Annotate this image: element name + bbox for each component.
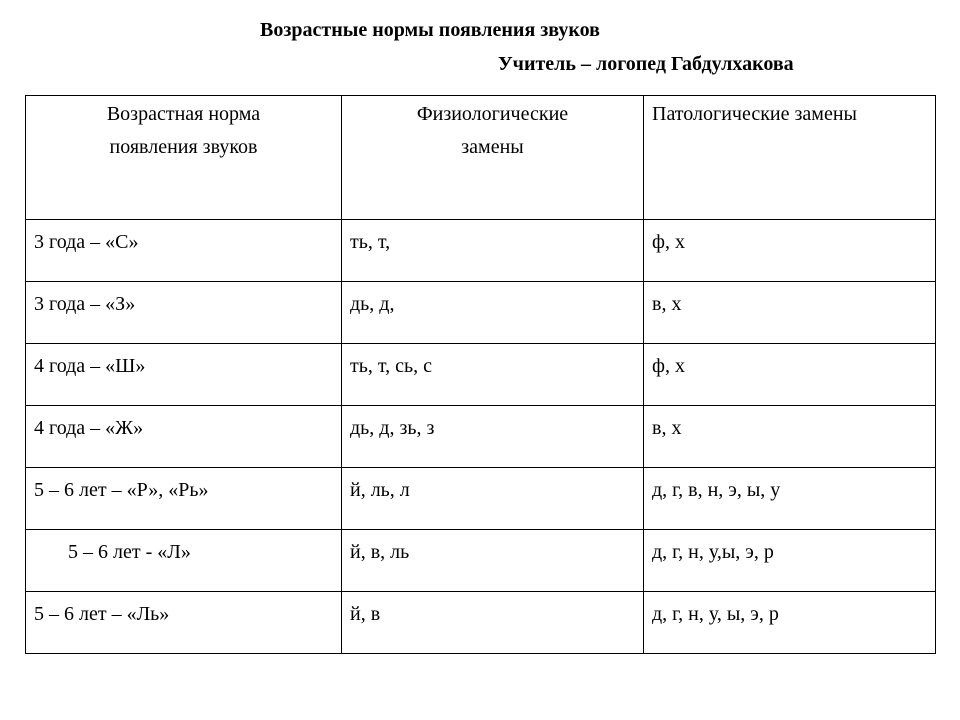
cell-pathological: ф, х [644, 344, 936, 406]
header-age-norm-line1: Возрастная норма [106, 103, 261, 125]
cell-age: 4 года – «Ш» [26, 344, 342, 406]
cell-pathological: д, г, н, у,ы, э, р [644, 530, 936, 592]
cell-physiological: ть, т, сь, с [342, 344, 644, 406]
cell-physiological: ть, т, [342, 220, 644, 282]
cell-age: 5 – 6 лет – «Р», «Рь» [26, 468, 342, 530]
header-physiological [342, 96, 644, 220]
table-row [26, 406, 936, 468]
cell-physiological: дь, д, [342, 282, 644, 344]
cell-pathological: ф, х [644, 220, 936, 282]
cell-physiological: й, в, ль [342, 530, 644, 592]
cell-physiological: дь, д, зь, з [342, 406, 644, 468]
header-physiological-line2: замены [461, 136, 524, 158]
sound-norms-table [25, 95, 936, 654]
cell-physiological: й, ль, л [342, 468, 644, 530]
table-row [26, 592, 936, 654]
cell-age: 5 – 6 лет - «Л» [26, 530, 342, 592]
table-row [26, 468, 936, 530]
cell-pathological: д, г, н, у, ы, э, р [644, 592, 936, 654]
page-title: Возрастные нормы появления звуков [260, 19, 600, 41]
table-header-row [26, 96, 936, 220]
header-physiological-line1: Физиологические [416, 103, 569, 125]
cell-age: 5 – 6 лет – «Ль» [26, 592, 342, 654]
cell-physiological: й, в [342, 592, 644, 654]
cell-age: 3 года – «С» [26, 220, 342, 282]
header-pathological [644, 96, 936, 220]
cell-pathological: в, х [644, 406, 936, 468]
table-row [26, 344, 936, 406]
cell-pathological: в, х [644, 282, 936, 344]
author-line: Учитель – логопед Габдулхакова [498, 53, 794, 75]
cell-age: 4 года – «Ж» [26, 406, 342, 468]
header-age-norm-line2: появления звуков [109, 136, 258, 158]
cell-pathological: д, г, в, н, э, ы, у [644, 468, 936, 530]
table-row [26, 220, 936, 282]
cell-age: 3 года – «З» [26, 282, 342, 344]
table-row [26, 530, 936, 592]
table-row [26, 282, 936, 344]
header-pathological-line1: Патологические замены [652, 103, 857, 125]
header-age-norm [26, 96, 342, 220]
